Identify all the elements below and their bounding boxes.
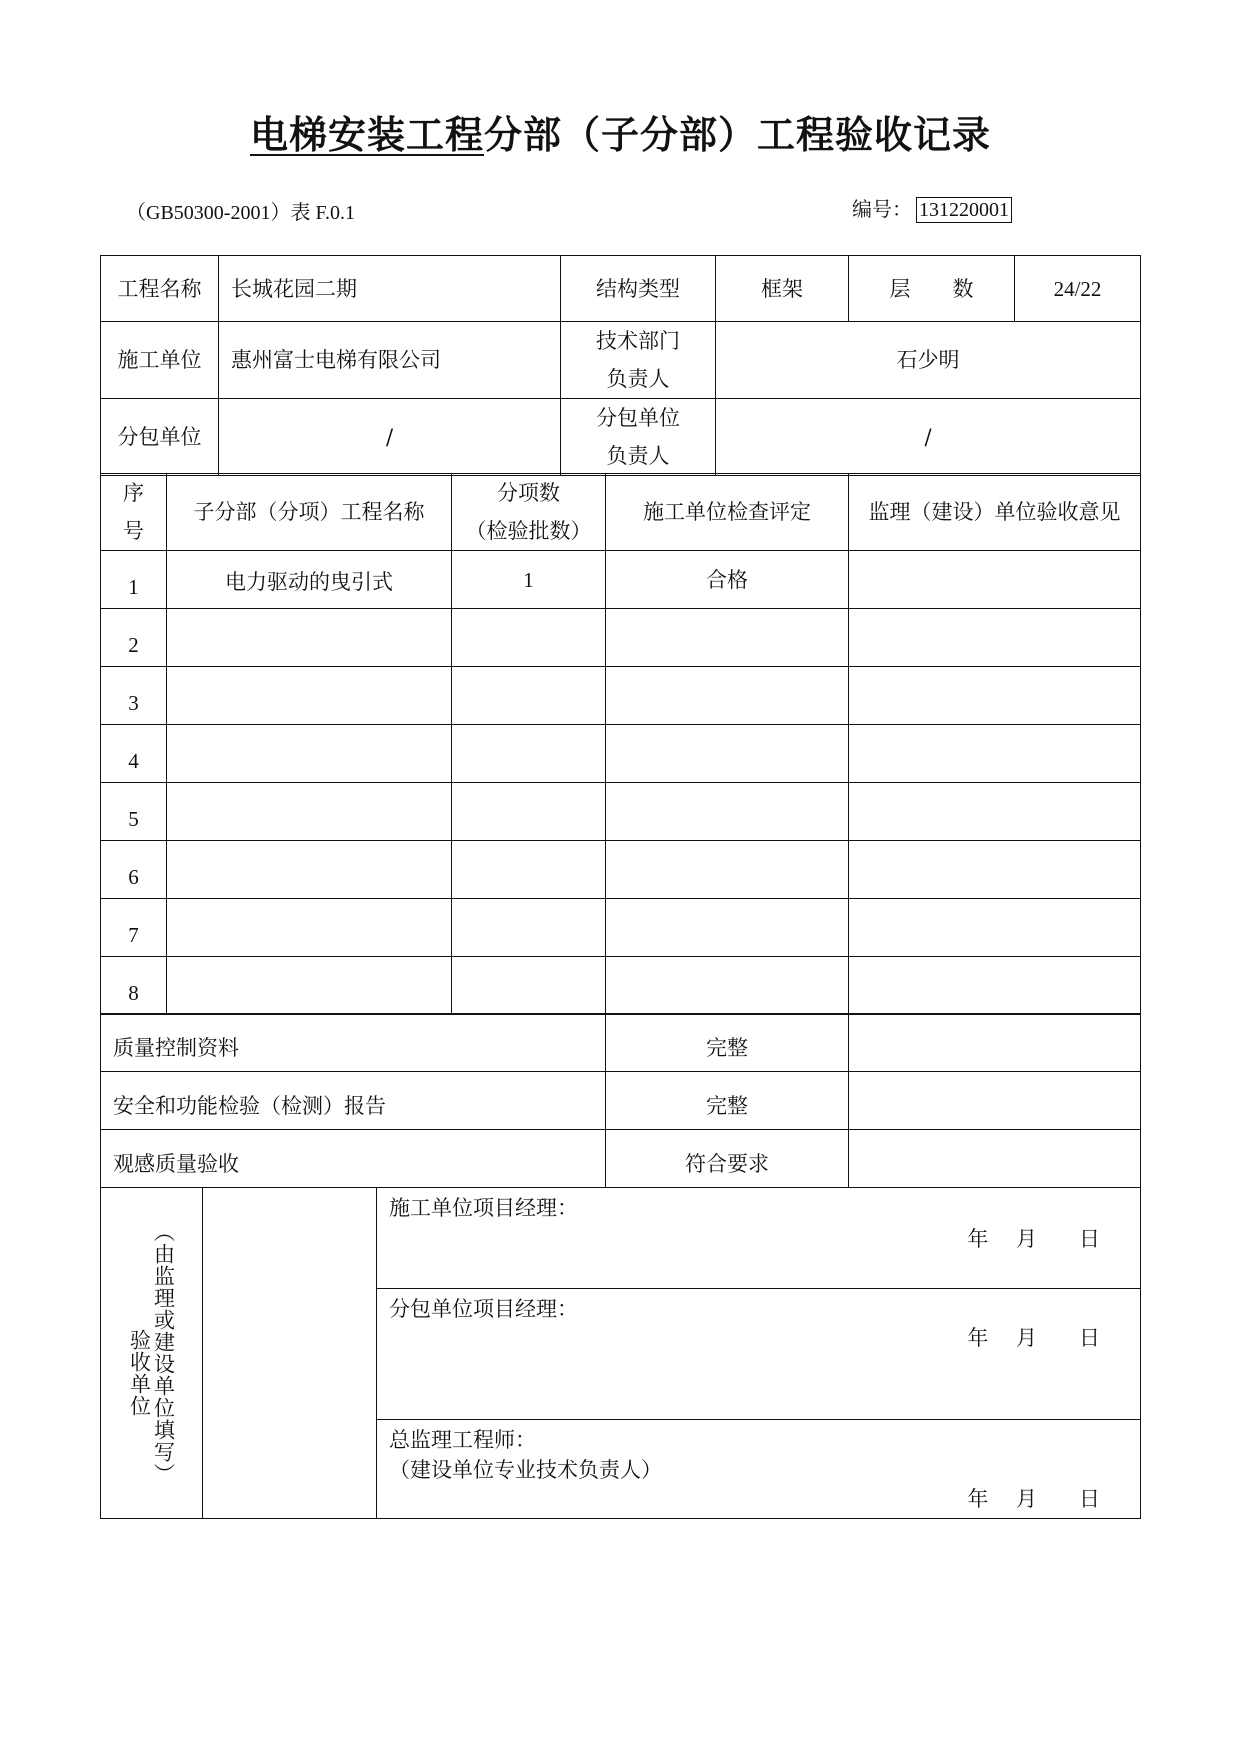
row-check-result: 合格 [606,551,849,609]
row-number: 4 [101,725,167,783]
contractor-value: 惠州富士电梯有限公司 [219,322,561,399]
row-check-result [606,609,849,667]
acceptance-table [100,1013,1141,1519]
header-count-line2: （检验批数） [465,519,592,543]
subcontractor-label: 分包单位 [101,399,219,476]
floors-value: 24/22 [1015,256,1141,322]
table-row [101,609,1141,667]
safety-report-label: 安全和功能检验（检测）报告 [101,1072,606,1130]
sub-head-label-line2: 负责人 [606,444,670,468]
header-count [452,474,606,551]
project-info-table [100,255,1141,476]
chief-engineer-label: 总监理工程师： [389,1428,536,1452]
acceptance-unit-blank [203,1188,377,1519]
row-item-name [167,957,452,1015]
sub-head-value: / [716,399,1141,476]
row-opinion [849,841,1141,899]
row-item-name [167,899,452,957]
row-check-result [606,957,849,1015]
quality-docs-label: 质量控制资料 [101,1014,606,1072]
header-contractor-check: 施工单位检查评定 [606,474,849,551]
project-name-value: 长城花园二期 [219,256,561,322]
row-count [452,957,606,1015]
tech-head-label [561,322,716,399]
row-item-name [167,609,452,667]
row-count [452,667,606,725]
table-row [101,783,1141,841]
row-check-result [606,667,849,725]
form-title [0,104,1241,159]
standard-reference: （GB50300-2001）表 F.0.1 [126,202,355,224]
appearance-opinion [849,1130,1141,1188]
row-opinion [849,899,1141,957]
structure-type-value: 框架 [716,256,849,322]
header-count-line1: 分项数 [497,481,560,505]
sub-pm-signature-cell [377,1289,1141,1420]
form-number [852,193,1012,223]
row-count [452,783,606,841]
form-number-value: 131220001 [916,197,1012,223]
row-opinion [849,609,1141,667]
header-seq-line1: 序 [123,481,144,505]
row-number: 7 [101,899,167,957]
row-count [452,725,606,783]
appearance-label: 观感质量验收 [101,1130,606,1188]
chief-engineer-signature-cell [377,1420,1141,1519]
chief-engineer-date: 年 月 日 [967,1487,1101,1511]
table-row [101,841,1141,899]
row-opinion [849,667,1141,725]
floors-label: 层 数 [849,256,1015,322]
safety-report-result: 完整 [606,1072,849,1130]
project-name-label: 工程名称 [101,256,219,322]
form-title-rest: 分部（子分部）工程验收记录 [484,112,992,157]
tech-head-label-line1: 技术部门 [596,329,680,353]
row-check-result [606,725,849,783]
items-table [100,473,1141,1015]
row-count [452,841,606,899]
row-number: 1 [101,551,167,609]
row-count [452,899,606,957]
row-item-name [167,725,452,783]
pm-date: 年 月 日 [967,1227,1101,1251]
header-supervisor-opinion: 监理（建设）单位验收意见 [849,474,1141,551]
row-check-result [606,899,849,957]
row-item-name [167,841,452,899]
table-row [101,667,1141,725]
table-row [101,957,1141,1015]
row-number: 8 [101,957,167,1015]
table-row [101,725,1141,783]
pm-signature-cell [377,1188,1141,1289]
row-opinion [849,957,1141,1015]
quality-docs-result: 完整 [606,1014,849,1072]
row-item-name [167,783,452,841]
row-opinion [849,783,1141,841]
row-opinion [849,725,1141,783]
row-number: 2 [101,609,167,667]
row-check-result [606,841,849,899]
contractor-label: 施工单位 [101,322,219,399]
pm-label: 施工单位项目经理： [389,1196,578,1220]
table-row [101,899,1141,957]
acceptance-unit-note: （由监理或建设单位填写） [151,1221,176,1485]
safety-report-opinion [849,1072,1141,1130]
chief-engineer-note: （建设单位专业技术负责人） [389,1458,662,1482]
tech-head-label-line2: 负责人 [606,367,670,391]
tech-head-value: 石少明 [716,322,1141,399]
header-seq [101,474,167,551]
form-number-label: 编号： [852,197,912,221]
acceptance-unit-label: 验收单位 [127,1329,152,1417]
form-title-underlined: 电梯安装工程 [249,112,484,157]
sub-head-label-line1: 分包单位 [596,406,680,430]
subcontractor-value: / [219,399,561,476]
appearance-result: 符合要求 [606,1130,849,1188]
row-item-name [167,667,452,725]
sub-pm-label: 分包单位项目经理： [389,1297,578,1321]
sub-head-label [561,399,716,476]
header-seq-line2: 号 [123,519,144,543]
row-number: 6 [101,841,167,899]
row-item-name: 电力驱动的曳引式 [167,551,452,609]
header-item-name: 子分部（分项）工程名称 [167,474,452,551]
row-check-result [606,783,849,841]
row-number: 5 [101,783,167,841]
sub-pm-date: 年 月 日 [967,1326,1101,1350]
row-number: 3 [101,667,167,725]
quality-docs-opinion [849,1014,1141,1072]
row-count: 1 [452,551,606,609]
table-row [101,551,1141,609]
structure-type-label: 结构类型 [561,256,716,322]
acceptance-unit-cell [101,1188,203,1519]
row-opinion [849,551,1141,609]
row-count [452,609,606,667]
